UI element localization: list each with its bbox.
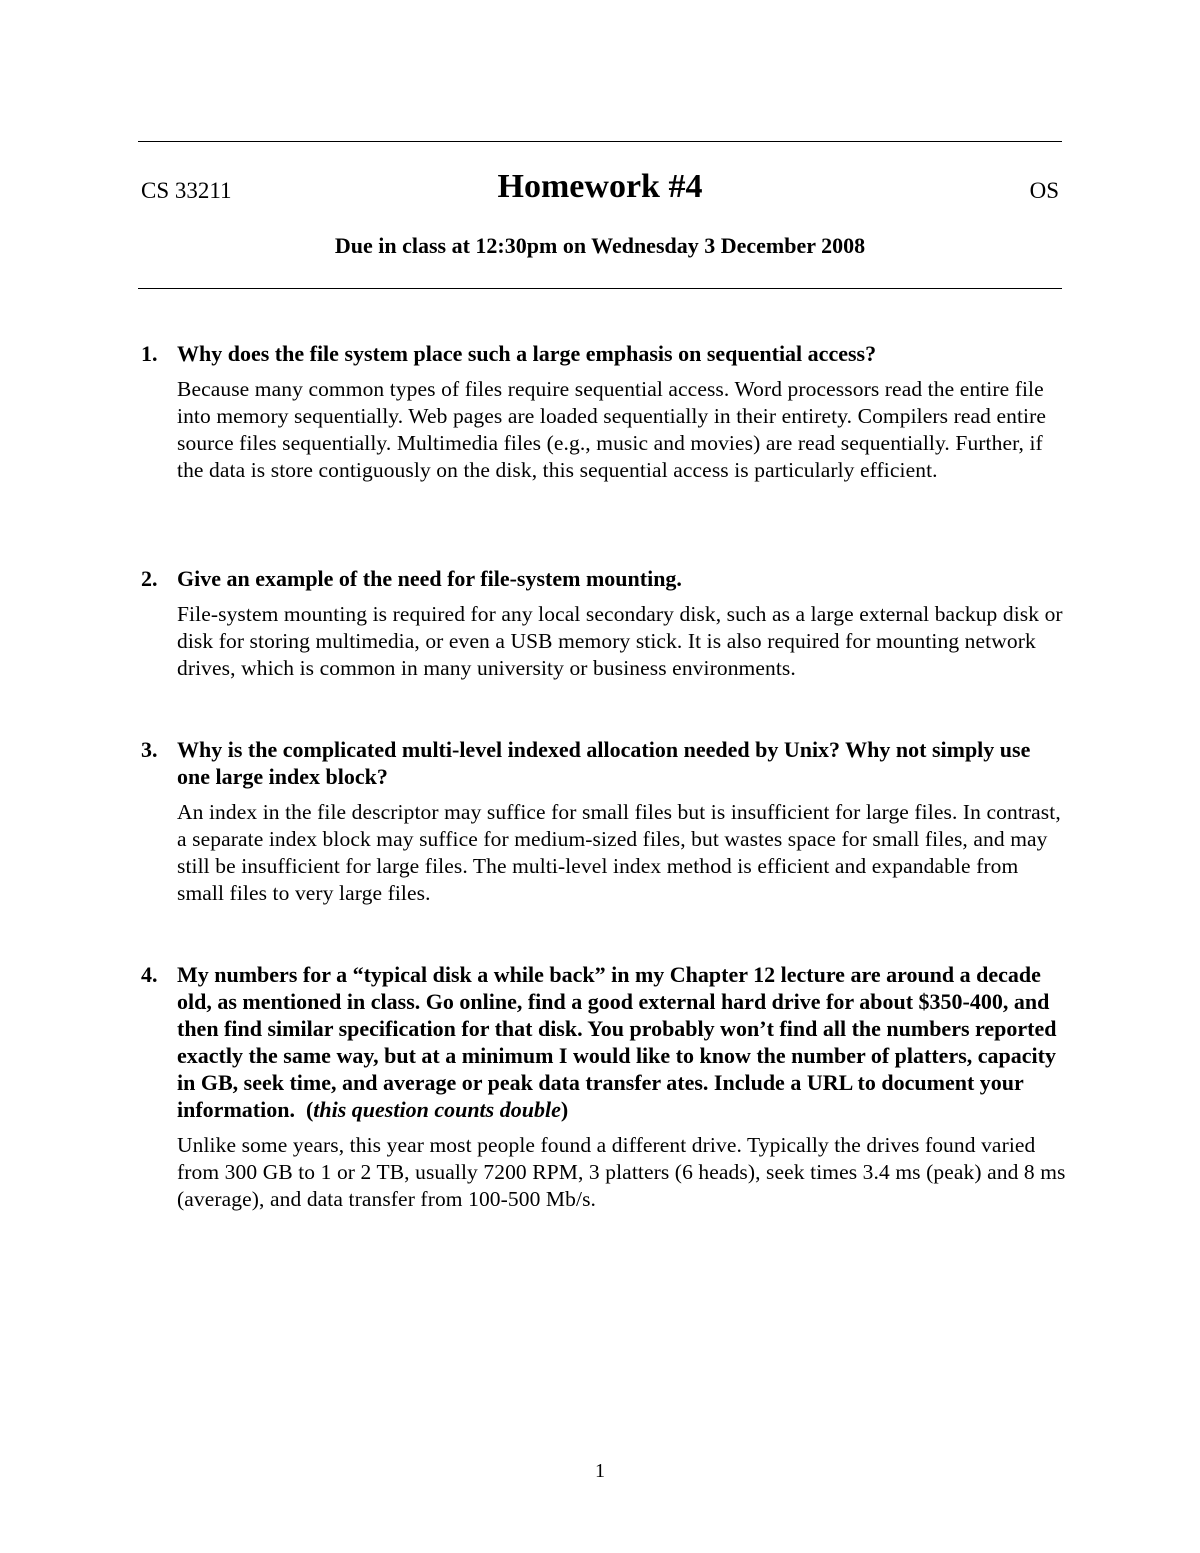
question-4-note: this question counts double xyxy=(313,1097,561,1122)
question-1-text: Why does the file system place such a large emphasis on sequential access? xyxy=(177,341,877,366)
answer-3: An index in the file descriptor may suffice for small files but is insufficient for large files. In contrast, a separate index block may suffice for medium-sized files, but wastes space for small files, and may still be insufficient for large files. The multi-level index method is efficient and expandable from small files to very large files. xyxy=(177,800,1061,905)
question-4 xyxy=(141,961,1066,1213)
page-title: Homework #4 xyxy=(497,168,703,205)
course-code: CS 33211 xyxy=(141,178,232,203)
subject-code: OS xyxy=(1029,178,1059,203)
question-2-prompt xyxy=(141,565,1066,592)
header-top-rule xyxy=(138,141,1062,142)
question-2-text: Give an example of the need for file-system mounting. xyxy=(177,566,682,591)
question-4-note-open: ( xyxy=(305,1097,314,1122)
question-1 xyxy=(141,340,1066,484)
question-2-number: 2. xyxy=(141,566,158,591)
answer-2: File-system mounting is required for any local secondary disk, such as a large external backup disk or disk for storing multimedia, or even a USB memory stick. It is also required for mounting network drives, which is common in many university or business environments. xyxy=(177,602,1063,680)
question-1-number: 1. xyxy=(141,341,158,366)
question-3 xyxy=(141,736,1066,907)
question-4-note-close: ) xyxy=(560,1097,569,1122)
question-4-text: My numbers for a “typical disk a while back” in my Chapter 12 lecture are around a decade old, as mentioned in class. Go online, find a good external hard drive for about $350-400, and then find similar specification for that disk. You probably won’t find all the numbers reported exactly the same way, but at a minimum I would like to know the number of platters, capacity in GB, seek time, and average or peak data transfer ates. Include a URL to document your information. xyxy=(177,962,1057,1122)
question-3-number: 3. xyxy=(141,737,158,762)
question-4-text-block xyxy=(177,961,1066,1123)
question-1-prompt xyxy=(141,340,1066,367)
question-4-number: 4. xyxy=(141,962,158,987)
question-4-prompt xyxy=(141,961,1066,1123)
question-3-text: Why is the complicated multi-level indexed allocation needed by Unix? Why not simply use one large index block? xyxy=(177,737,1031,789)
header-bottom-rule xyxy=(138,288,1062,289)
due-date: Due in class at 12:30pm on Wednesday 3 December 2008 xyxy=(334,233,866,258)
page-number: 1 xyxy=(595,1460,605,1482)
question-3-prompt xyxy=(141,736,1066,790)
question-2 xyxy=(141,565,1066,682)
answer-4: Unlike some years, this year most people found a different drive. Typically the drives found varied from 300 GB to 1 or 2 TB, usually 7200 RPM, 3 platters (6 heads), seek times 3.4 ms (peak) and 8 ms (average), and data transfer from 100-500 Mb/s. xyxy=(177,1133,1066,1211)
answer-1: Because many common types of files require sequential access. Word processors read the entire file into memory sequentially. Web pages are loaded sequentially in their entirety. Compilers read entire source files sequentially. Multimedia files (e.g., music and movies) are read sequentially. Further, if the data is store contiguously on the disk, this sequential access is particularly efficient. xyxy=(177,377,1046,482)
